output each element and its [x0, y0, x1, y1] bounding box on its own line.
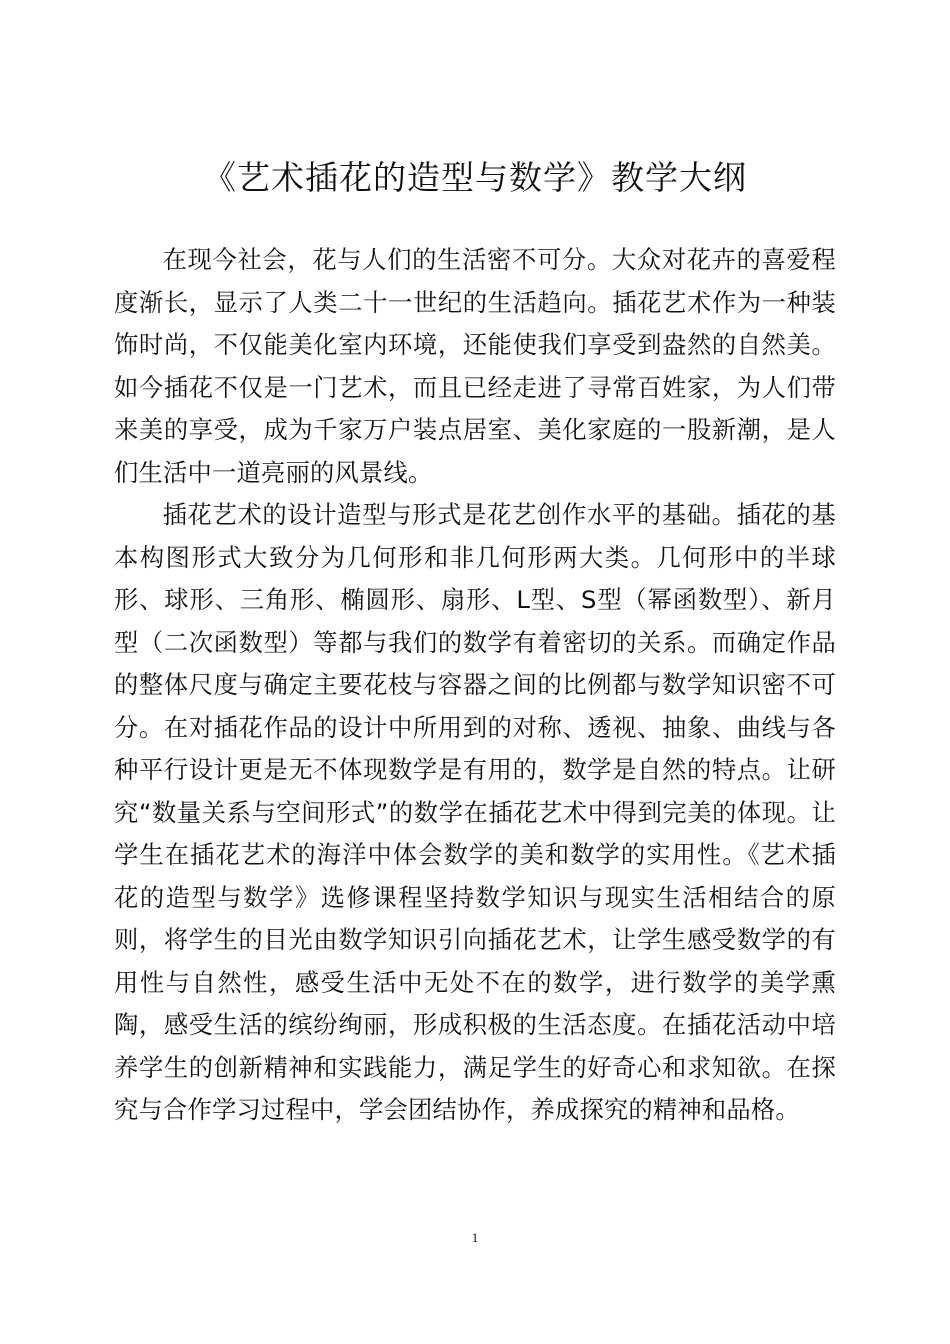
paragraph-intro: 在现今社会，花与人们的生活密不可分。大众对花卉的喜爱程度渐长，显示了人类二十一世纪的生活趋向。插花艺术作为一种装饰时尚，不仅能美化室内环境，还能使我们享受到盎然的自然美。如今插花不仅是一门艺术，而且已经走进了寻常百姓家，为人们带来美的享受，成为千家万户装点居室、美化家庭的一股新潮，是人们生活中一道亮丽的风景线。 [114, 245, 836, 487]
document-body [114, 239, 836, 1132]
document-title: 《艺术插花的造型与数学》教学大纲 [203, 158, 747, 197]
page-number: 1 [471, 1230, 479, 1245]
paragraph-design-and-math: 插花艺术的设计造型与形式是花艺创作水平的基础。插花的基本构图形式大致分为几何形和非几何形两大类。几何形中的半球形、球形、三角形、椭圆形、扇形、L型、S型（幂函数型）、新月型（二次函数型）等都与我们的数学有着密切的关系。而确定作品的整体尺度与确定主要花枝与容器之间的比例都与数学知识密不可分。在对插花作品的设计中所用到的对称、透视、抽象、曲线与各种平行设计更是无不体现数学是有用的，数学是自然的特点。让研究“数量关系与空间形式”的数学在插花艺术中得到完美的体现。让学生在插花艺术的海洋中体会数学的美和数学的实用性。《艺术插花的造型与数学》选修课程坚持数学知识与现实生活相结合的原则，将学生的目光由数学知识引向插花艺术，让学生感受数学的有用性与自然性，感受生活中无处不在的数学，进行数学的美学熏陶，感受生活的缤纷绚丽，形成积极的生活态度。在插花活动中培养学生的创新精神和实践能力，满足学生的好奇心和求知欲。在探究与合作学习过程中，学会团结协作，养成探究的精神和品格。 [114, 500, 836, 1124]
